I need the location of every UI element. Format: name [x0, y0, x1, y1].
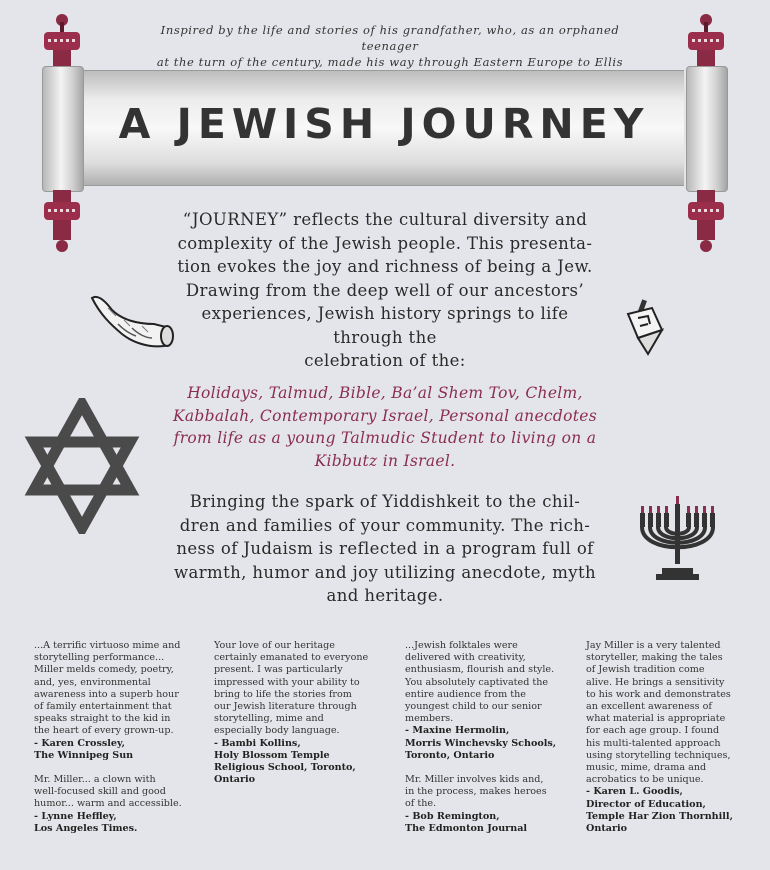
attribution-name: - Bob Remington, [405, 810, 500, 822]
tagline-line: at the turn of the century, made his way through Eastern Europe to Ellis [156, 55, 624, 69]
bringing-line: ness of Judaism is reflected in a program full of [176, 539, 594, 558]
quote-line: storytelling performance... [34, 652, 165, 664]
quote-line: entire audience from the [405, 688, 526, 700]
quote-line: of the. [405, 798, 437, 810]
quote-line: speaks straight to the kid in [34, 713, 171, 725]
quote-line: what material is appropriate [586, 713, 726, 725]
intro-line: Drawing from the deep well of our ancestors’ [185, 280, 585, 300]
scroll-rod-left-icon [42, 14, 82, 259]
quote-line: his multi-talented approach [586, 737, 721, 749]
quote-line: using storytelling techniques, [586, 749, 731, 761]
quote-line: to his work and demonstrates [586, 688, 731, 700]
menorah-icon [632, 496, 724, 582]
quote-line: especially body language. [214, 725, 340, 737]
intro-line: complexity of the Jewish people. This presenta- [177, 233, 593, 253]
quote-line: the heart of every grown-up. [34, 725, 174, 737]
quote-line: alive. He brings a sensitivity [586, 676, 725, 688]
attribution-source: Toronto, Ontario [405, 749, 495, 761]
quote-line: well-focused skill and good [34, 786, 166, 798]
attribution-name: - Maxine Hermolin, [405, 725, 510, 737]
quote-line: impressed with your ability to [214, 676, 360, 688]
quote-line: Miller melds comedy, poetry, [34, 664, 174, 676]
topics-line: Kibbutz in Israel. [314, 451, 456, 470]
quote-line: music, mime, drama and [586, 762, 707, 774]
intro-line: through the [333, 327, 437, 347]
testimonial [34, 774, 196, 835]
quote-line: of family entertainment that [34, 701, 172, 713]
attribution-source: The Edmonton Journal [405, 822, 528, 834]
quote-line: of Jewish tradition come [586, 664, 705, 676]
page-title: A JEWISH JOURNEY [118, 100, 650, 148]
star-of-david-icon [24, 398, 140, 534]
attribution-source: Ontario [214, 774, 256, 786]
testimonial [405, 640, 573, 762]
intro-line: experiences, Jewish history springs to life [201, 304, 569, 323]
quote-line: for each age group. I found [586, 725, 720, 737]
quote-line: enthusiasm, flourish and style. [405, 664, 555, 676]
quote-line: bring to life the stories from [214, 688, 352, 700]
topics-list [160, 382, 610, 472]
quote-line: our Jewish literature through [214, 701, 357, 713]
testimonial-column [586, 640, 761, 847]
quote-line: acrobatics to be unique. [586, 774, 704, 786]
quote-line: storyteller, making the tales [586, 652, 723, 664]
attribution-source: Holy Blossom Temple [214, 749, 330, 761]
attribution-source: Religious School, Toronto, [214, 762, 356, 774]
quote-line: present. I was particularly [214, 664, 343, 676]
bringing-line: dren and families of your community. The rich- [179, 515, 591, 535]
topics-line: Kabbalah, Contemporary Israel, Personal anecdotes [172, 406, 598, 425]
attribution-name: - Karen Crossley, [34, 737, 125, 749]
dreidel-icon [618, 298, 668, 360]
quote-line: delivered with creativity, [405, 652, 526, 664]
quote-line: and, yes, environmental [34, 676, 151, 688]
quote-line: You absolutely captivated the [405, 676, 549, 688]
quote-line: Jay Miller is a very talented [586, 640, 721, 651]
quote-line: storytelling, mime and [214, 713, 324, 725]
bringing-line: and heritage. [326, 586, 444, 605]
quote-line: Your love of our heritage [214, 640, 335, 651]
attribution-name: - Lynne Heffley, [34, 810, 117, 822]
quote-line: humor... warm and accessible. [34, 798, 182, 810]
testimonial [586, 640, 761, 835]
quote-line: ...Jewish folktales were [405, 640, 518, 651]
attribution-source: Temple Har Zion Thornhill, [586, 810, 733, 822]
bringing-paragraph [160, 490, 610, 608]
quote-line: members. [405, 713, 454, 725]
scroll-rod-right-icon [686, 14, 726, 259]
attribution-source: Los Angeles Times. [34, 822, 138, 834]
topics-line: Holidays, Talmud, Bible, Ba’al Shem Tov, Chelm, [187, 384, 583, 402]
quote-line: an excellent awareness of [586, 701, 712, 713]
attribution-source: Director of Education, [586, 798, 706, 810]
bringing-line: warmth, humor and joy utilizing anecdote, myth [173, 562, 597, 582]
intro-line: celebration of the: [304, 351, 466, 370]
attribution-source: The Winnipeg Sun [34, 749, 134, 761]
attribution-source: Ontario [586, 823, 628, 835]
shofar-icon [88, 290, 178, 355]
testimonial-column [405, 640, 573, 847]
attribution-name: - Karen L. Goodis, [586, 786, 683, 798]
bringing-line: Bringing the spark of Yiddishkeit to the chil- [189, 492, 581, 511]
quote-line: certainly emanated to everyone [214, 652, 369, 664]
testimonial-column [214, 640, 382, 798]
quote-line: Mr. Miller... a clown with [34, 774, 156, 786]
intro-paragraph [155, 208, 615, 373]
attribution-name: - Bambi Kollins, [214, 737, 301, 749]
intro-line: tion evokes the joy and richness of being a Jew. [177, 257, 593, 276]
tagline-line: Inspired by the life and stories of his grandfather, who, as an orphaned teenager [160, 23, 620, 53]
topics-line: from life as a young Talmudic Student to living on a [173, 429, 597, 447]
attribution-source: Morris Winchevsky Schools, [405, 737, 557, 749]
quote-line: awareness into a superb hour [34, 688, 179, 700]
quote-line: youngest child to our senior [405, 701, 542, 713]
quote-line: ...A terrific virtuoso mime and [34, 640, 181, 651]
testimonial-column [34, 640, 196, 847]
quote-line: Mr. Miller involves kids and, [405, 774, 544, 786]
quote-line: in the process, makes heroes [405, 786, 547, 798]
testimonial [214, 640, 382, 786]
intro-line: “JOURNEY” reflects the cultural diversity and [182, 210, 588, 229]
testimonial [34, 640, 196, 762]
testimonial [405, 774, 573, 835]
